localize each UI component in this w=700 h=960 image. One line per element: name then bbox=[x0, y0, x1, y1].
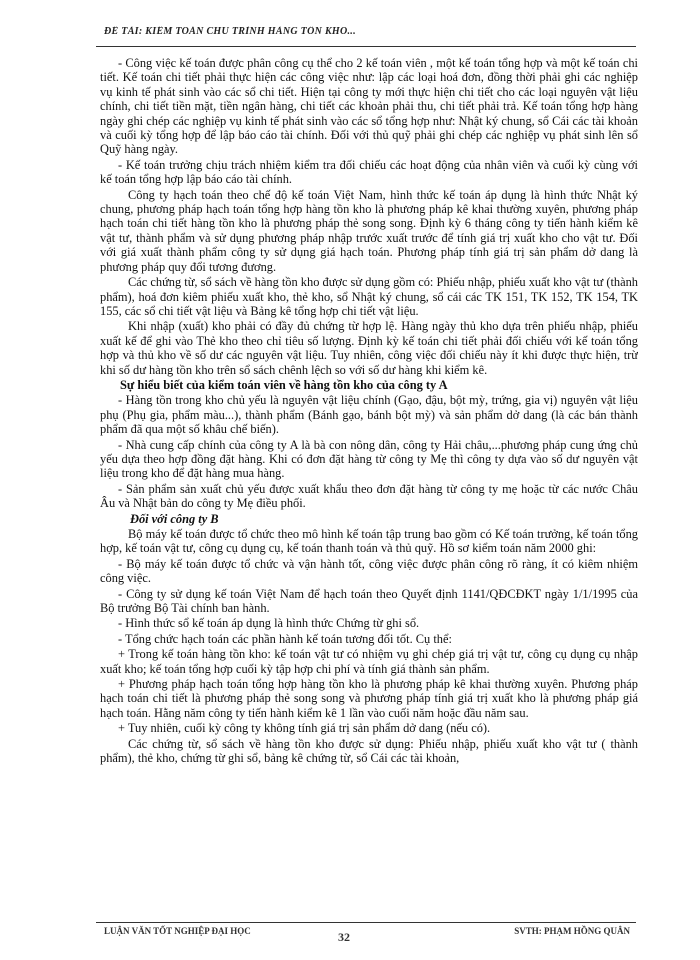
running-header: ĐỀ TÀI: KIỂM TOÁN CHU TRÌNH HÀNG TỒN KHO... bbox=[104, 26, 356, 37]
paragraph: - Công việc kế toán được phân công cụ thể cho 2 kế toán viên , một kế toán tổng hợp và một kế toán chi tiết. Kế toán chi tiết phải thực hiện các công việc như: lập các loại hoá đơn, đồng thời phải ghi các nghiệp vụ kinh tế phát sinh vào các sổ chi tiết. Hiện tại công ty mới thực hiện chi tiết cho các loại nguyên vật liệu chính, chi tiết tiền mặt, tiền ngân hàng, chi tiết các khoản phải thu, chi tiết phải trả. Kế toán tổng hợp hàng ngày ghi chép các nghiệp vụ kinh tế phát sinh vào các sổ tổng hợp như: Nhật ký chung, sổ Cái các tài khoản và cuối kỳ tổng hợp để lập báo cáo tài chính. Đối với thủ quỹ phải ghi chép các nghiệp vụ phát sinh lên sổ Quỹ hàng ngày. bbox=[100, 56, 638, 157]
footer-rule bbox=[96, 922, 636, 923]
page-number: 32 bbox=[338, 930, 350, 944]
paragraph: - Bộ máy kế toán được tổ chức và vận hành tốt, công việc được phân công rõ ràng, ít có kiêm nhiệm công việc. bbox=[100, 556, 638, 586]
paragraph: - Sản phẩm sản xuất chủ yếu được xuất khẩu theo đơn đặt hàng từ công ty mẹ hoặc từ các nước Châu Âu và Nhật bản do công ty Mẹ điều phối. bbox=[100, 481, 638, 511]
paragraph: Bộ máy kế toán được tổ chức theo mô hình kế toán tập trung bao gồm có Kế toán trưởng, kế toán tổng hợp, kế toán vật tư, công cụ dụng cụ, kế toán thanh toán và thủ quỹ. Hồ sơ kiểm toán năm 2000 ghi: bbox=[100, 527, 638, 556]
paragraph: - Hình thức sổ kế toán áp dụng là hình thức Chứng từ ghi sổ. bbox=[118, 616, 420, 631]
subsection-heading: Đối với công ty B bbox=[130, 511, 219, 526]
paragraph: - Công ty sử dụng kế toán Việt Nam để hạch toán theo Quyết định 1141/QĐCĐKT ngày 1/1/1995 của Bộ trưởng Bộ Tài chính ban hành. bbox=[100, 586, 638, 616]
paragraph: - Hàng tồn trong kho chủ yếu là nguyên vật liệu chính (Gạo, đậu, bột mỳ, trứng, gia vị) nguyên vật liệu phụ (Phụ gia, phẩm màu...), thành phẩm (Bánh gạo, bánh bột mỳ) và sản phẩm dở dang (là các bán thành phẩm đã qua một số khâu chế biến). bbox=[100, 393, 638, 437]
footer-left: LUẬN VĂN TỐT NGHIỆP ĐẠI HỌC bbox=[104, 926, 251, 936]
paragraph: Khi nhập (xuất) kho phải có đầy đủ chứng từ hợp lệ. Hàng ngày thủ kho dựa trên phiếu nhập, phiếu xuất kế để ghi vào Thẻ kho theo chỉ tiêu số lượng. Định kỳ kế toán chi tiết phải đối chiếu với kế toán tổng hợp và thủ kho về số dư các nguyên vật liệu. Tuy nhiên, công việc đối chiếu này ít khi được thực hiện, trừ khi số dư hàng tồn kho trên sổ sách chênh lệch so với số dư hàng khi kiểm kê. bbox=[100, 319, 638, 377]
paragraph: + Trong kế toán hàng tồn kho: kế toán vật tư có nhiệm vụ ghi chép giá trị vật tư, công cụ dụng cụ nhập xuất kho; kế toán tổng hợp cuối kỳ tập hợp chi phí và tính giá thành sản phẩm. bbox=[100, 647, 638, 676]
section-heading: Sự hiểu biết của kiểm toán viên về hàng tồn kho của công ty A bbox=[120, 377, 448, 392]
paragraph: Các chứng từ, sổ sách về hàng tồn kho được sử dụng: Phiếu nhập, phiếu xuất kho vật tư ( thành phẩm), thẻ kho, chứng từ ghi sổ, bảng kê chứng từ, sổ Cái các tài khoản, bbox=[100, 736, 638, 766]
footer-right: SVTH: PHẠM HỒNG QUÂN bbox=[514, 926, 630, 936]
page-body bbox=[100, 56, 638, 916]
paragraph: + Phương pháp hạch toán tổng hợp hàng tồn kho là phương pháp kê khai thường xuyên. Phương pháp hạch toán chi tiết là phương pháp thẻ song song và phương pháp tính giá trị xuất kho là phương pháp giá hạch toán. Hằng năm công ty tiến hành kiểm kê 1 lần vào cuối năm hoặc đầu năm sau. bbox=[100, 677, 638, 720]
header-rule bbox=[96, 46, 636, 47]
paragraph: - Nhà cung cấp chính của công ty A là bà con nông dân, công ty Hải châu,...phương pháp cung ứng chủ yếu dựa theo hợp đồng đặt hàng. Khi có đơn đặt hàng từ công ty Mẹ thì công ty dựa vào số dư nguyên vật liệu trong kho để đặt hàng mua hàng. bbox=[100, 437, 638, 481]
paragraph: Công ty hạch toán theo chế độ kế toán Việt Nam, hình thức kế toán áp dụng là hình thức Nhật ký chung, phương pháp hạch toán tổng hợp hàng tồn kho là phương pháp kê khai thường xuyên, phương pháp hạch toán chi tiết hàng tồn kho là phương pháp thẻ song song. Định kỳ 6 tháng công ty tiến hành kiểm kê vật tư, thành phẩm và sử dụng phương pháp nhập trước xuất trước để tính giá trị xuất kho cho vật tư. Đối với giá xuất thành phẩm công ty sử dụng giá hạch toán. Phương pháp tính giá trị sản phẩm dở dang là phương pháp quy đổi tương đương. bbox=[100, 187, 638, 274]
paragraph: Các chứng từ, sổ sách về hàng tồn kho được sử dụng gồm có: Phiếu nhập, phiếu xuất kho vật tư (thành phẩm), hoá đơn kiêm phiếu xuất kho, thẻ kho, sổ Nhật ký chung, sổ cái các TK 151, TK 152, TK 154, TK 155, các sổ chi tiết vật liệu và Bảng kê tổng hợp chi tiết vật liệu. bbox=[100, 275, 638, 318]
paragraph: - Tổng chức hạch toán các phần hành kế toán tương đối tốt. Cụ thể: bbox=[118, 631, 452, 646]
paragraph: - Kế toán trưởng chịu trách nhiệm kiểm tra đối chiếu các hoạt động của nhân viên và cuối kỳ cùng với kế toán tổng hợp lập báo cáo tài chính. bbox=[100, 157, 638, 187]
paragraph: + Tuy nhiên, cuối kỳ công ty không tính giá trị sản phẩm dở dang (nếu có). bbox=[118, 721, 491, 736]
